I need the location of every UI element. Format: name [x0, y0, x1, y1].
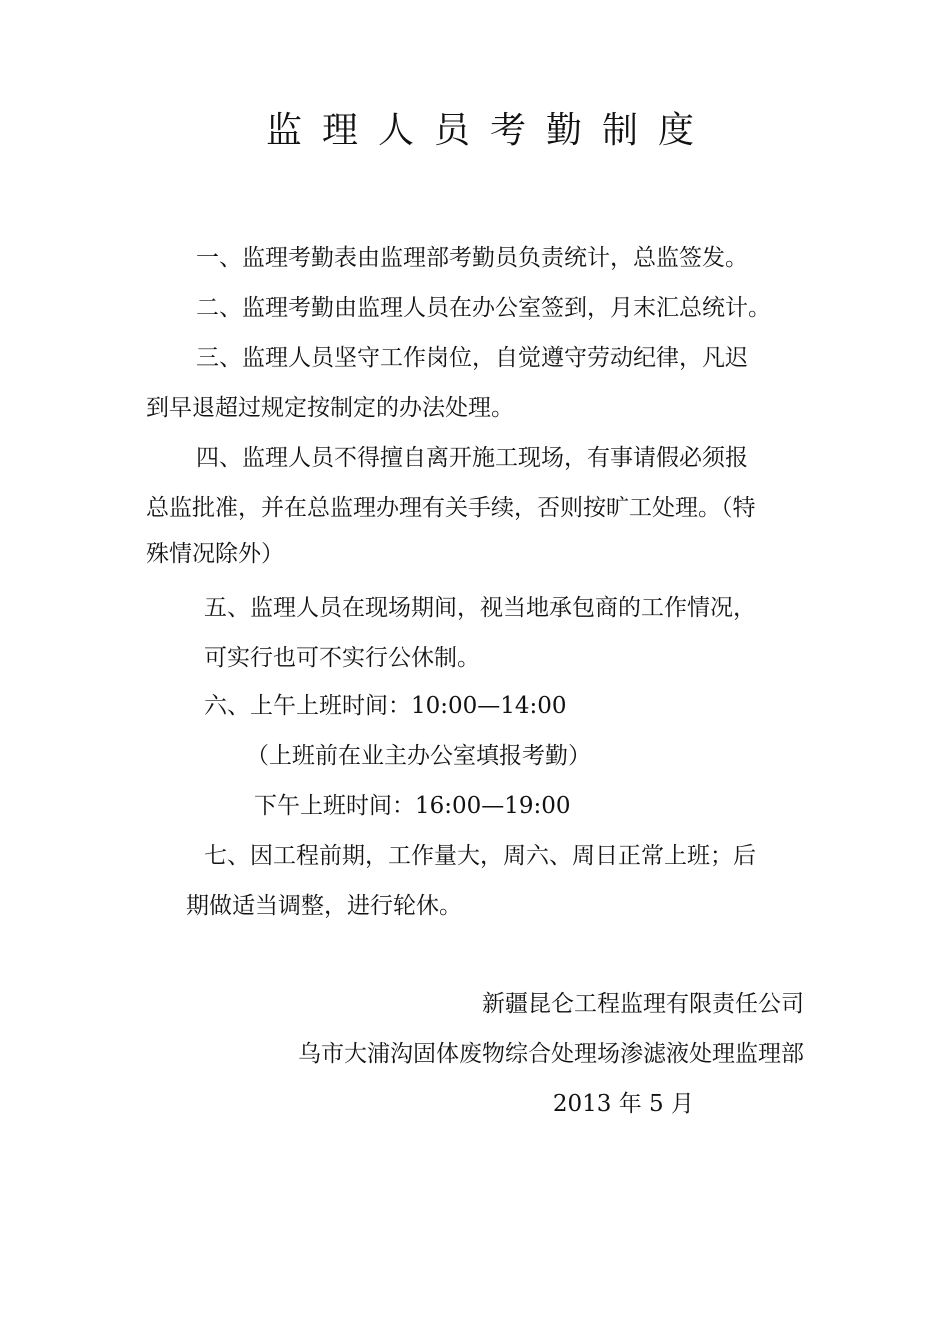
paragraph-6-line-2: （上班前在业主办公室填报考勤）	[246, 743, 591, 769]
signature-company: 新疆昆仑工程监理有限责任公司	[482, 991, 804, 1017]
paragraph-2: 二、监理考勤由监理人员在办公室签到，月末汇总统计。	[196, 295, 771, 321]
document-title: 监理人员考勤制度	[265, 110, 714, 151]
paragraph-1: 一、监理考勤表由监理部考勤员负责统计，总监签发。	[196, 245, 748, 271]
signature-date: 2013 年 5 月	[552, 1091, 694, 1117]
paragraph-6-line-3: 下午上班时间：16:00—19:00	[254, 793, 571, 819]
paragraph-4-line-3: 殊情况除外）	[146, 541, 284, 567]
signature-department: 乌市大浦沟固体废物综合处理场渗滤液处理监理部	[298, 1041, 804, 1067]
paragraph-4-line-2: 总监批准，并在总监理办理有关手续，否则按旷工处理。（特	[146, 495, 756, 521]
paragraph-5-line-2: 可实行也可不实行公休制。	[204, 645, 480, 671]
paragraph-6-line-1: 六、上午上班时间：10:00—14:00	[204, 693, 567, 719]
paragraph-3-line-2: 到早退超过规定按制定的办法处理。	[146, 395, 514, 421]
paragraph-3-line-1: 三、监理人员坚守工作岗位，自觉遵守劳动纪律，凡迟	[196, 345, 748, 371]
paragraph-7-line-1: 七、因工程前期，工作量大，周六、周日正常上班；后	[204, 843, 756, 869]
paragraph-5-line-1: 五、监理人员在现场期间，视当地承包商的工作情况，	[204, 595, 756, 621]
paragraph-4-line-1: 四、监理人员不得擅自离开施工现场，有事请假必须报	[196, 445, 748, 471]
paragraph-7-line-2: 期做适当调整，进行轮休。	[186, 893, 462, 919]
